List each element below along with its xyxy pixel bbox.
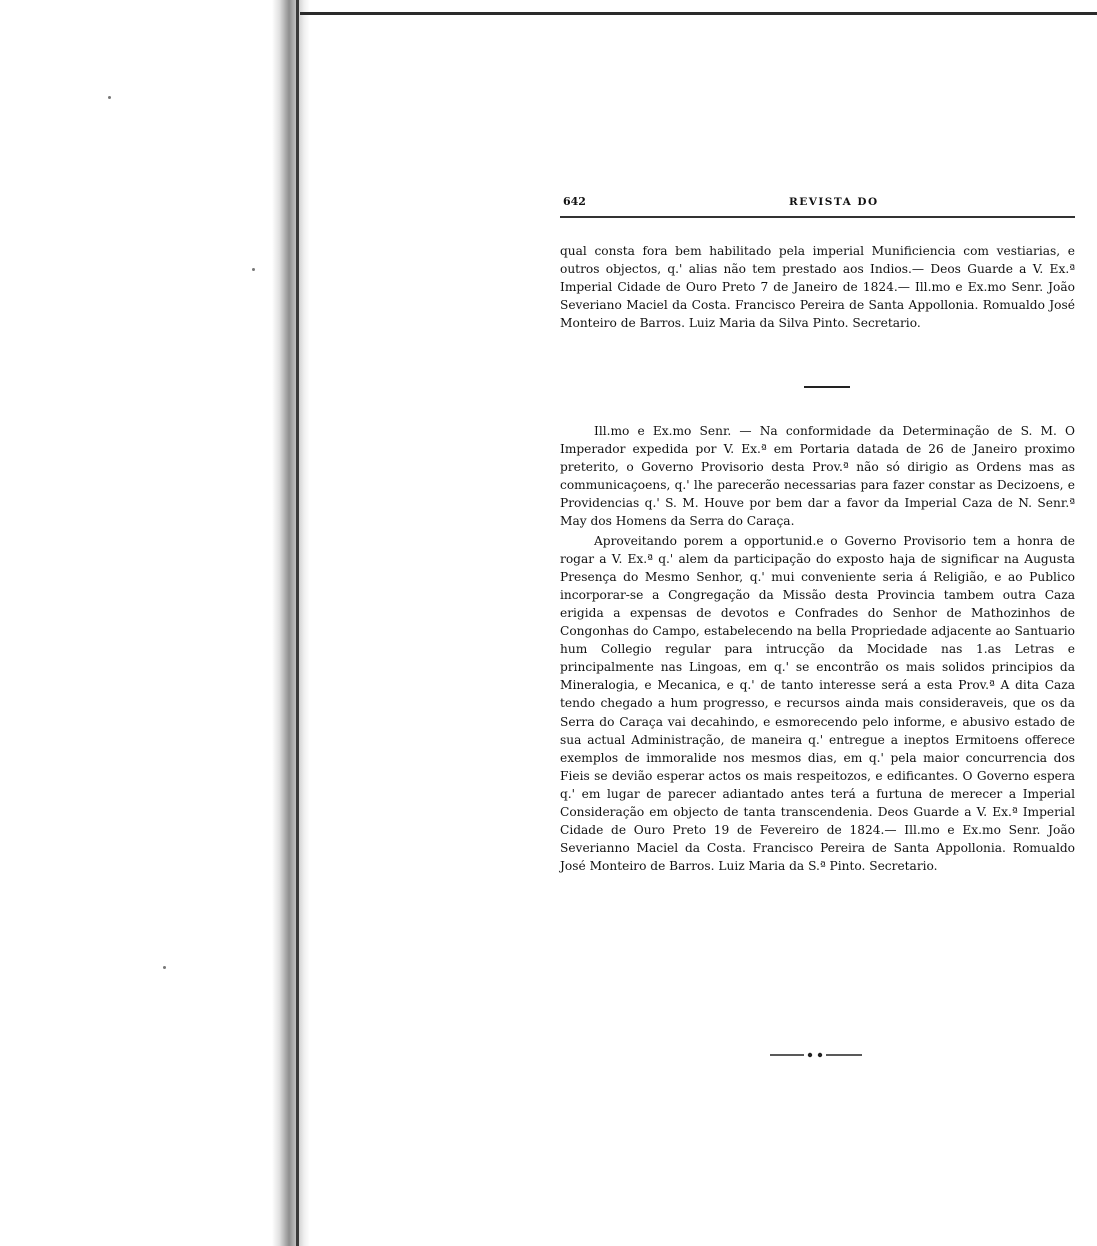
section-divider	[804, 386, 850, 388]
scan-speck	[252, 268, 255, 271]
end-ornament	[770, 1050, 862, 1060]
running-head	[560, 195, 1075, 215]
paragraph-letter-2-opening: Ill.mo e Ex.mo Senr. — Na conformidade da Determinação de S. M. O Imperador expedida por V. Ex.ª em Portaria datada de 26 de Janeiro proximo preterito, o Governo Provisorio desta Prov.ª não só dirigio as Ordens mas as communicaçoens, q.' lhe parecerão necessarias para fazer constar as Decizoens, e Providencias q.' S. M. Houve por bem dar a favor da Imperial Caza de N. Senr.ª May dos Homens da Serra do Caraça.	[560, 424, 1075, 529]
book-gutter-shadow	[272, 0, 310, 1246]
letter-2	[560, 422, 1075, 875]
page-number: 642	[563, 195, 586, 208]
book-gutter-edge	[296, 0, 299, 1246]
page-top-edge	[300, 12, 1097, 15]
paragraph-letter-2-body: Aproveitando porem a opportunid.e o Governo Provisorio tem a honra de rogar a V. Ex.ª q.' alem da participação do exposto haja de significar na Augusta Presença do Mesmo Senhor, q.' mui conveniente seria á Religião, e ao Publico incorporar-se a Congregação da Missão desta Provincia tambem outra Caza erigida a expensas de devotos e Confrades do Senhor de Mathozinhos de Congonhas do Campo, estabelecendo na bella Propriedade adjacente ao Santuario hum Collegio regular para intrucção da Mocidade nas 1.as Letras e principalmente nas Lingoas, em q.' se encontrão os mais solidos principios da Mineralogia, e Mecanica, e q.' de tanto interesse será a esta Prov.ª A dita Caza tendo chegado a hum progresso, e recursos ainda mais consideraveis, que os da Serra do Caraça vai decahindo, e esmorecendo pelo informe, e abusivo estado de sua actual Administração, de maneira q.' entregue a ineptos Ermitoens offerece exemplos de immoralide nos mesmos dias, em q.' pela maior concurrencia dos Fieis se devião esperar actos os mais respeitozos, e edificantes. O Governo espera q.' em lugar de parecer adiantado antes terá a furtuna de merecer a Imperial Consideração em objecto de tanta transcendenia. Deos Guarde a V. Ex.ª Imperial Cidade de Ouro Preto 19 de Fevereiro de 1824.— Ill.mo e Ex.mo Senr. João Severianno Maciel da Costa. Francisco Pereira de Santa Appollonia. Romualdo José Monteiro de Barros. Luiz Maria da S.ª Pinto. Secretario.	[560, 533, 1075, 874]
book-page	[560, 195, 1075, 874]
scan-speck	[163, 966, 166, 969]
paragraph-letter-1-end: qual consta fora bem habilitado pela imperial Munificiencia com vestiarias, e outros objectos, q.' alias não tem prestado aos Indios.— Deos Guarde a V. Ex.ª Imperial Cidade de Ouro Preto 7 de Janeiro de 1824.— Ill.mo e Ex.mo Senr. João Severiano Maciel da Costa. Francisco Pereira de Santa Appollonia. Romualdo José Monteiro de Barros. Luiz Maria da Silva Pinto. Secretario.	[560, 244, 1075, 331]
journal-title: REVISTA DO	[789, 196, 879, 208]
scan-speck	[108, 96, 111, 99]
header-rule	[560, 216, 1075, 218]
